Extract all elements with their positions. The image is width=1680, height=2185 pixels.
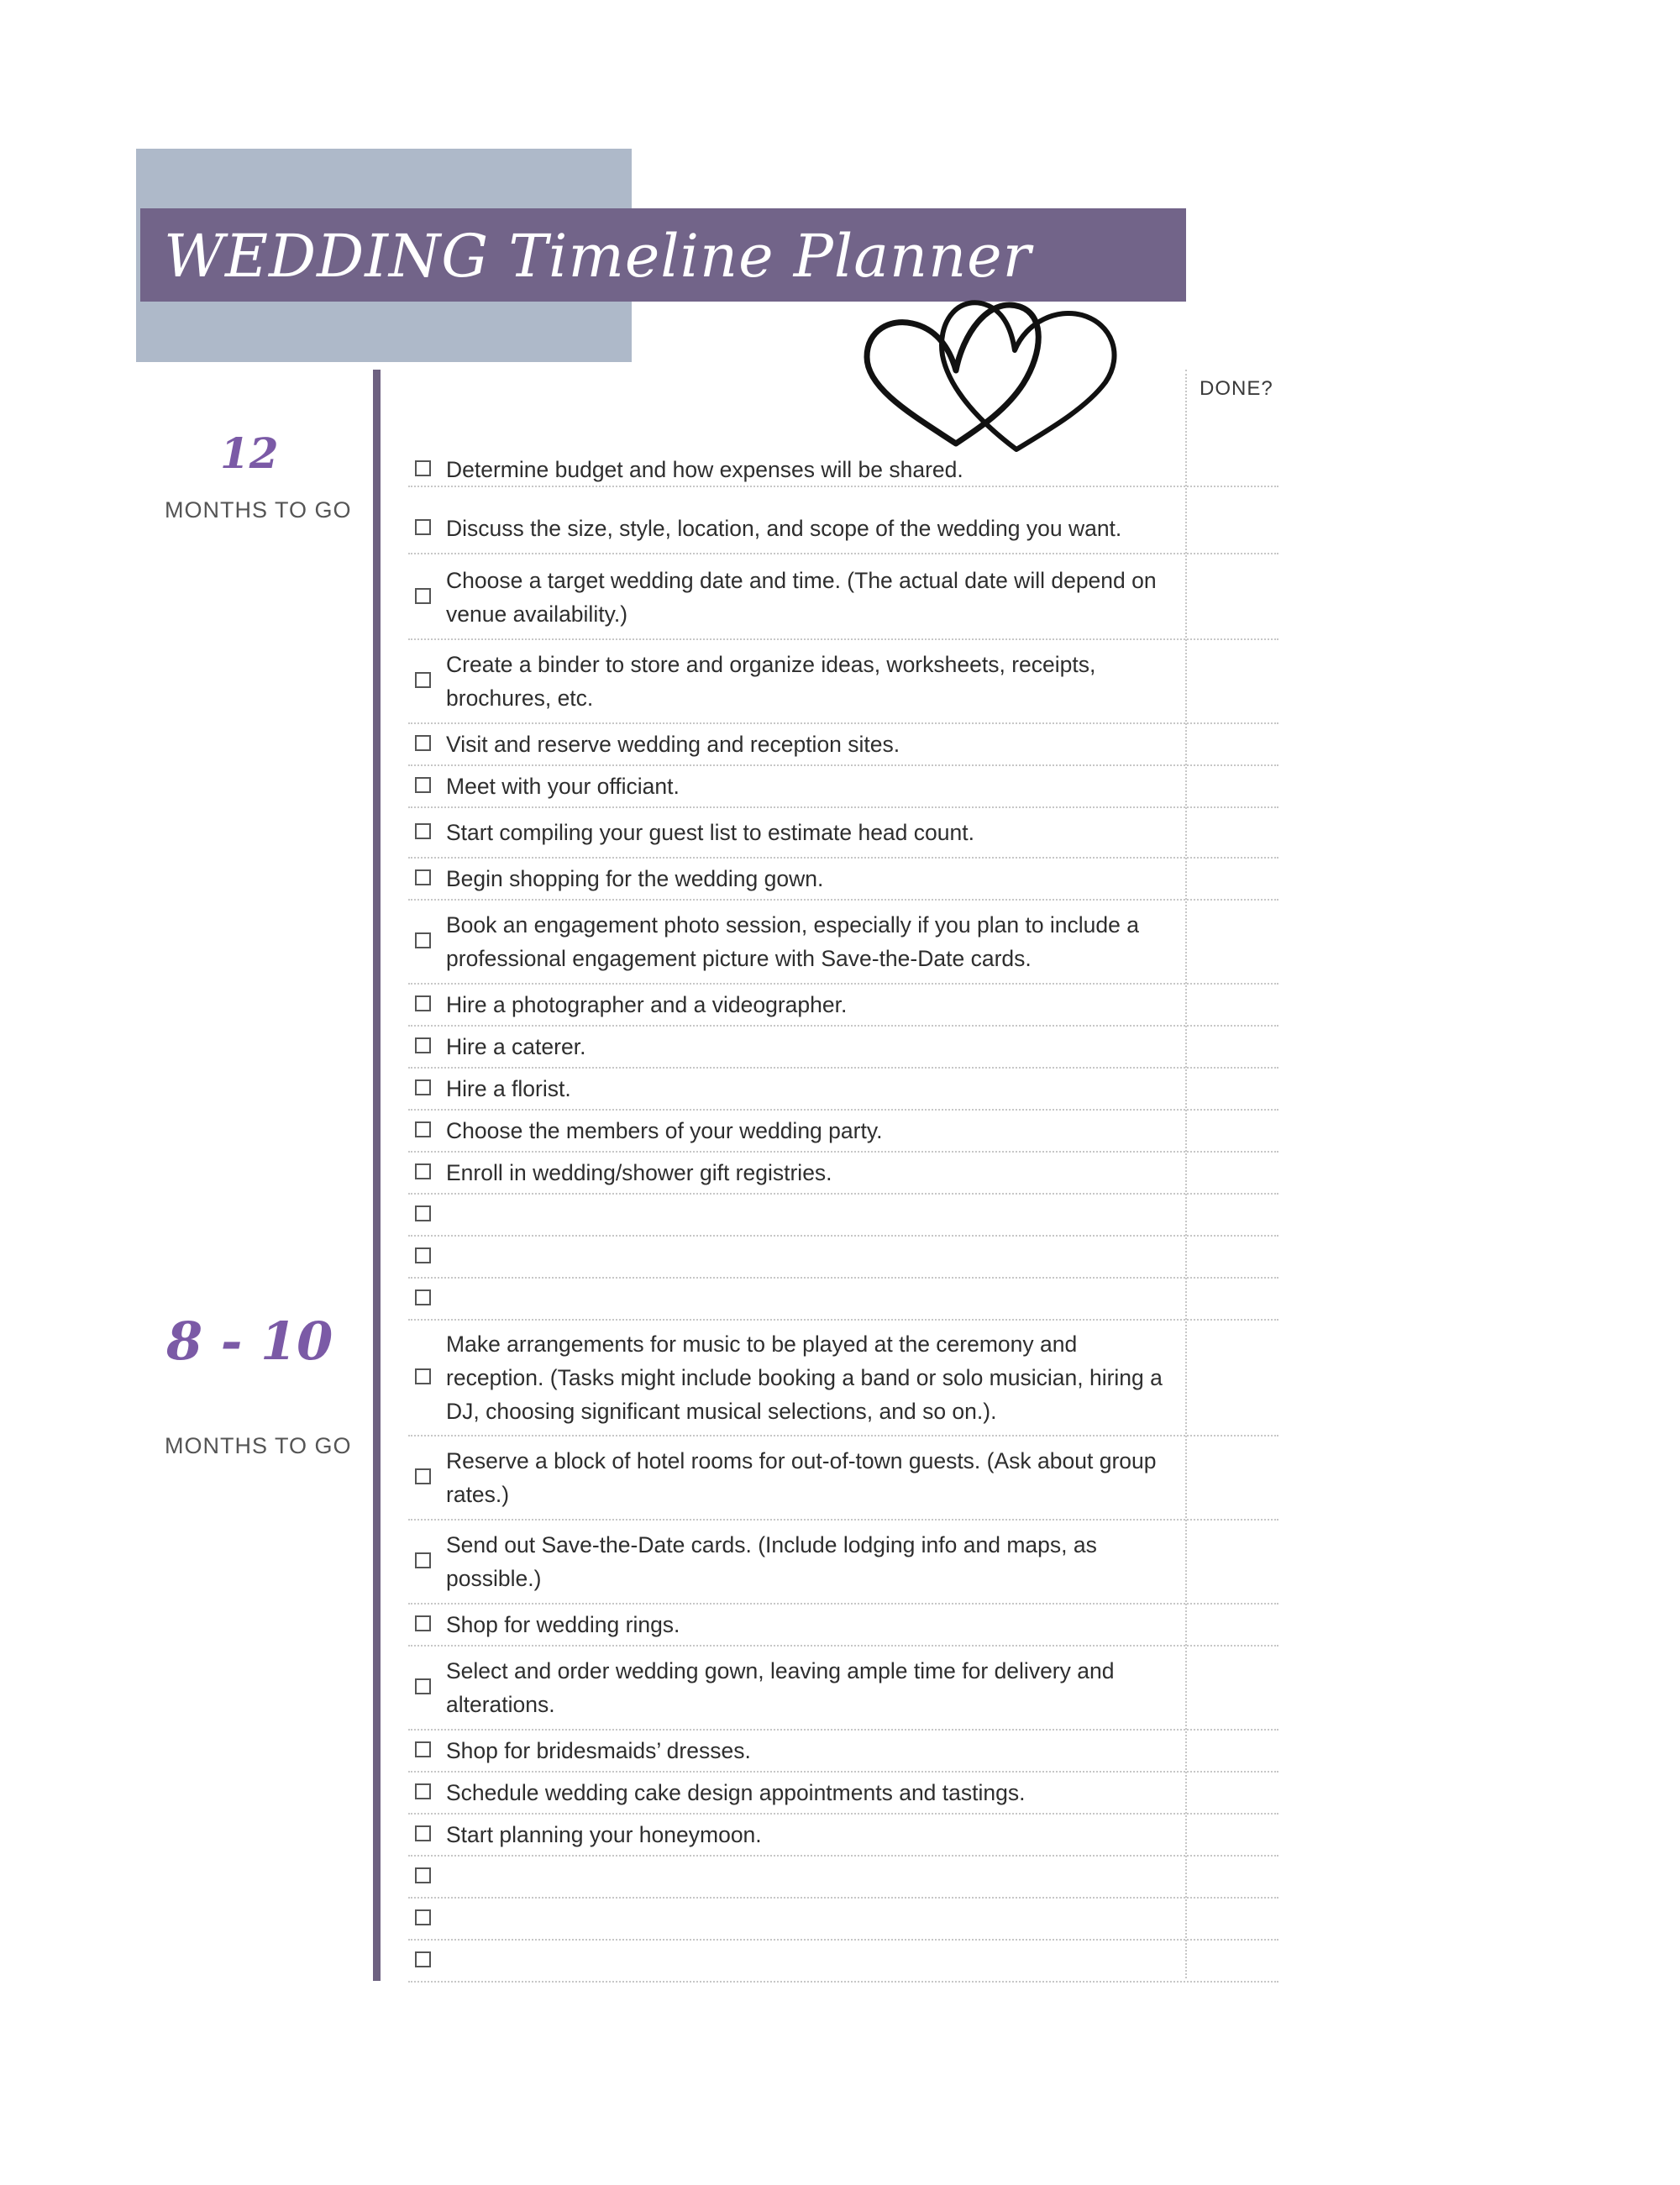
task-checkbox[interactable] [415,1163,431,1179]
task-checkbox[interactable] [415,1037,431,1053]
task-text: Hire a photographer and a videographer. [446,992,848,1017]
checklist-item [408,1521,1278,1605]
task-checkbox[interactable] [415,869,431,885]
checklist-item [408,1237,1278,1279]
task-text: Determine budget and how expenses will be shared. [446,457,963,482]
task-checkbox[interactable] [415,1368,431,1384]
page-title: WEDDING Timeline Planner [164,222,1032,291]
task-checkbox[interactable] [415,1783,431,1799]
task-text: Send out Save-the-Date cards. (Include lodging info and maps, as possible.) [446,1532,1097,1591]
task-text: Start compiling your guest list to estimate head count. [446,820,974,845]
checklist-item [408,1815,1278,1857]
task-text: Hire a florist. [446,1076,571,1101]
task-checkbox[interactable] [415,1079,431,1095]
section-months-number: 12 [220,428,279,478]
task-checkbox[interactable] [415,460,431,476]
task-checkbox[interactable] [415,777,431,793]
task-checkbox[interactable] [415,1825,431,1841]
checklist-item [408,901,1278,985]
checklist-item [408,1437,1278,1521]
checklist-item [408,1069,1278,1111]
task-text: Choose the members of your wedding party. [446,1118,883,1143]
checklist-item [408,1111,1278,1153]
task-checkbox[interactable] [415,823,431,839]
checklist-item [408,1941,1278,1983]
task-text: Reserve a block of hotel rooms for out-of-town guests. (Ask about group rates.) [446,1448,1157,1507]
section-months-number: 8 - 10 [166,1310,333,1372]
checklist-item [408,1195,1278,1237]
checklist-item [408,766,1278,808]
checklist-item [408,454,1278,487]
task-checkbox[interactable] [415,932,431,948]
checklist-item [408,1279,1278,1321]
checklist-item [408,1605,1278,1647]
done-column-header: DONE? [1200,377,1273,400]
checklist-item [408,1731,1278,1773]
checklist-item [408,504,1278,554]
checklist-item [408,859,1278,901]
task-text: Choose a target wedding date and time. (The actual date will depend on venue availability.) [446,568,1157,627]
task-text: Begin shopping for the wedding gown. [446,866,824,891]
timeline-bar [373,370,381,1981]
task-text: Make arrangements for music to be played at the ceremony and reception. (Tasks might include booking a band or solo musician, hiring a DJ, choosing significant musical selections, and so on.). [446,1331,1163,1424]
task-checkbox[interactable] [415,1741,431,1757]
task-text: Discuss the size, style, location, and scope of the wedding you want. [446,516,1122,541]
task-text: Schedule wedding cake design appointments and tastings. [446,1780,1026,1805]
checklist-item [408,1153,1278,1195]
task-checkbox[interactable] [415,1289,431,1305]
task-text: Create a binder to store and organize ideas, worksheets, receipts, brochures, etc. [446,652,1096,711]
checklist-item [408,556,1278,640]
task-checkbox[interactable] [415,735,431,751]
title-banner [140,208,1186,302]
task-checkbox[interactable] [415,1552,431,1568]
task-checkbox[interactable] [415,672,431,688]
task-text: Select and order wedding gown, leaving ample time for delivery and alterations. [446,1658,1115,1717]
checklist-item [408,1321,1278,1437]
checklist-item [408,985,1278,1027]
task-checkbox[interactable] [415,1121,431,1137]
task-checkbox[interactable] [415,1205,431,1221]
task-checkbox[interactable] [415,519,431,535]
checklist-item [408,1647,1278,1731]
checklist-item [408,1027,1278,1069]
task-text: Visit and reserve wedding and reception sites. [446,732,900,757]
task-checkbox[interactable] [415,1615,431,1631]
checklist-item [408,1899,1278,1941]
task-checkbox[interactable] [415,588,431,604]
task-checkbox[interactable] [415,1247,431,1263]
task-checkbox[interactable] [415,995,431,1011]
task-checkbox[interactable] [415,1867,431,1883]
task-text: Book an engagement photo session, especially if you plan to include a professional engagement picture with Save-the-Date cards. [446,912,1139,971]
task-text: Shop for bridesmaids’ dresses. [446,1738,751,1763]
checklist-item [408,640,1278,724]
task-checkbox[interactable] [415,1468,431,1484]
section-months-label: MONTHS TO GO [165,1433,352,1458]
task-text: Enroll in wedding/shower gift registries. [446,1160,832,1185]
task-checkbox[interactable] [415,1678,431,1694]
task-checkbox[interactable] [415,1951,431,1967]
checklist-item [408,808,1278,859]
task-text: Hire a caterer. [446,1034,586,1059]
task-text: Start planning your honeymoon. [446,1822,762,1847]
checklist-item [408,1857,1278,1899]
task-text: Meet with your officiant. [446,774,680,799]
checklist-item [408,724,1278,766]
task-checkbox[interactable] [415,1909,431,1925]
checklist-item [408,1773,1278,1815]
section-months-label: MONTHS TO GO [165,497,352,523]
interlocked-hearts-icon [855,290,1132,458]
task-text: Shop for wedding rings. [446,1612,680,1637]
